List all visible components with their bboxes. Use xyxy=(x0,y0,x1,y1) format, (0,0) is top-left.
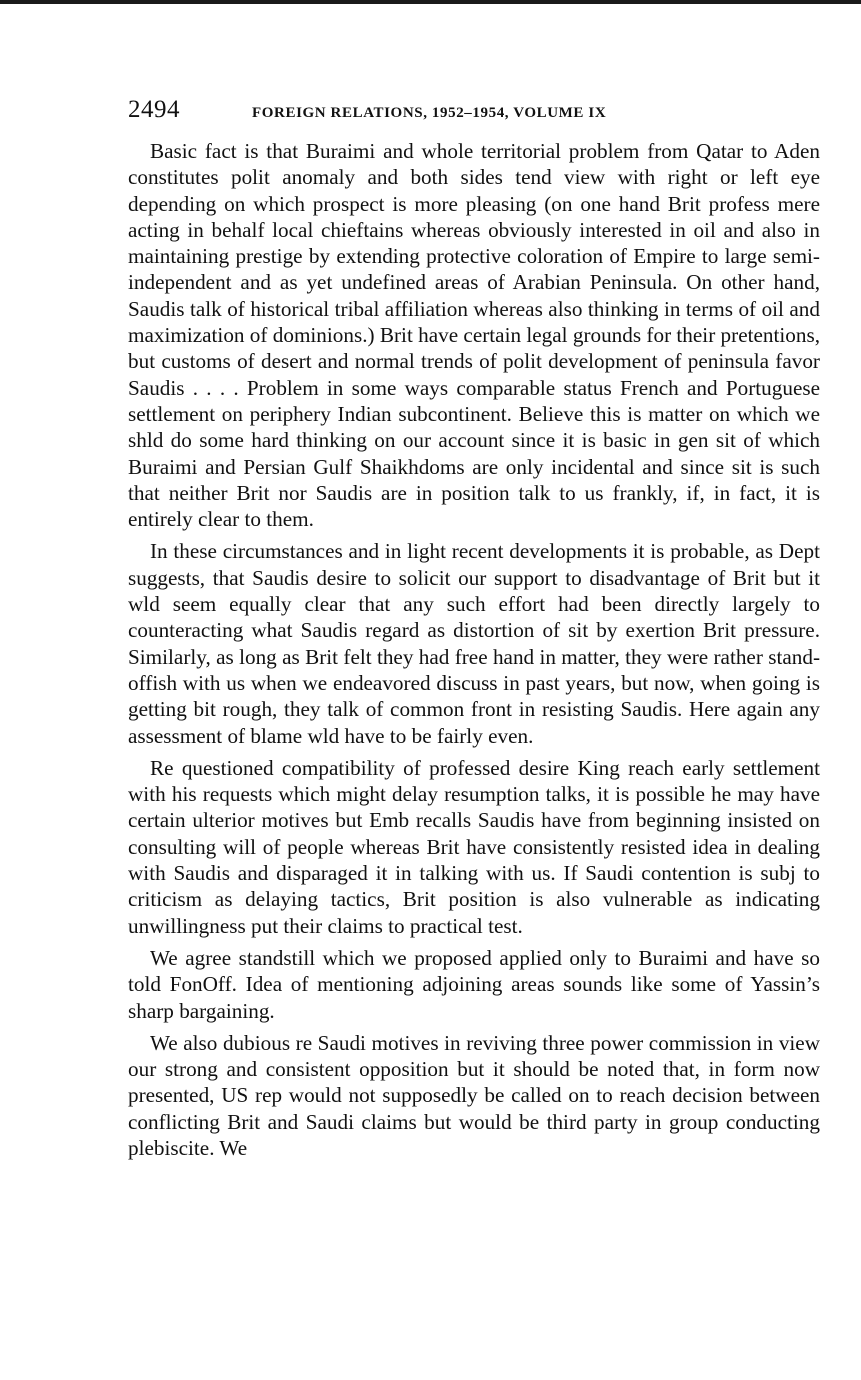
paragraph-circumstances: In these circumstances and in light recent developments it is probable, as Dept suggests, that Saudis desire to solicit our support to disadvantage of Brit but it wld seem equally clear that any such effort had been directly largely to counteracting what Saudis regard as distortion of sit by exertion Brit pressure. Similarly, as long as Brit felt they had free hand in matter, they were rather stand-offish with us when we endeavored discuss in past years, but now, when going is getting bit rough, they talk of common front in resisting Saudis. Here again any assessment of blame wld have to be fairly even. xyxy=(128,539,820,748)
document-page xyxy=(128,96,820,1161)
paragraph-three-power-commission: We also dubious re Saudi motives in reviving three power commission in view our strong and consistent opposition but it should be noted that, in form now presented, US rep would not supposedly be called on to reach decision between conflicting Brit and Saudi claims but would be third party in group conducting plebiscite. We xyxy=(128,1030,820,1160)
paragraph-standstill: We agree standstill which we proposed applied only to Buraimi and have so told FonOff. Idea of mentioning adjoining areas sounds like some of Yassin’s sharp bargaining. xyxy=(128,945,820,1023)
running-header xyxy=(128,96,820,136)
top-border-rule xyxy=(0,0,861,4)
page-number: 2494 xyxy=(128,96,180,123)
running-title: FOREIGN RELATIONS, 1952–1954, VOLUME IX xyxy=(252,105,607,121)
paragraph-buraimi-problem: Basic fact is that Buraimi and whole territorial problem from Qatar to Aden constitutes polit anomaly and both sides tend view with right or left eye depending on which prospect is more pleasing (on one hand Brit profess mere acting in behalf local chieftains whereas obviously interested in oil and also in maintaining prestige by extending protective coloration of Empire to large semi-independent and as yet undefined areas of Arabian Peninsula. On other hand, Saudis talk of historical tribal affiliation whereas also thinking in terms of oil and maximization of dominions.) Brit have certain legal grounds for their pretentions, but customs of desert and normal trends of polit development of peninsula favor Saudis . . . . Problem in some ways comparable status French and Portuguese settlement on periphery Indian subcontinent. Believe this is matter on which we shld do some hard thinking on our account since it is basic in gen sit of which Buraimi and Persian Gulf Shaikhdoms are only incidental and since sit is such that neither Brit nor Saudis are in position talk to us frankly, if, in fact, it is entirely clear to them. xyxy=(128,139,820,532)
paragraph-compatibility: Re questioned compatibility of professed desire King reach early settlement with his requests which might delay resumption talks, it is possible he may have certain ulterior motives but Emb recalls Saudis have from beginning insisted on consulting will of people whereas Brit have consistently resisted idea in dealing with Saudis and disparaged it in talking with us. If Saudi contention is subj to criticism as delaying tactics, Brit position is also vulnerable as indicating unwillingness put their claims to practical test. xyxy=(128,755,820,938)
